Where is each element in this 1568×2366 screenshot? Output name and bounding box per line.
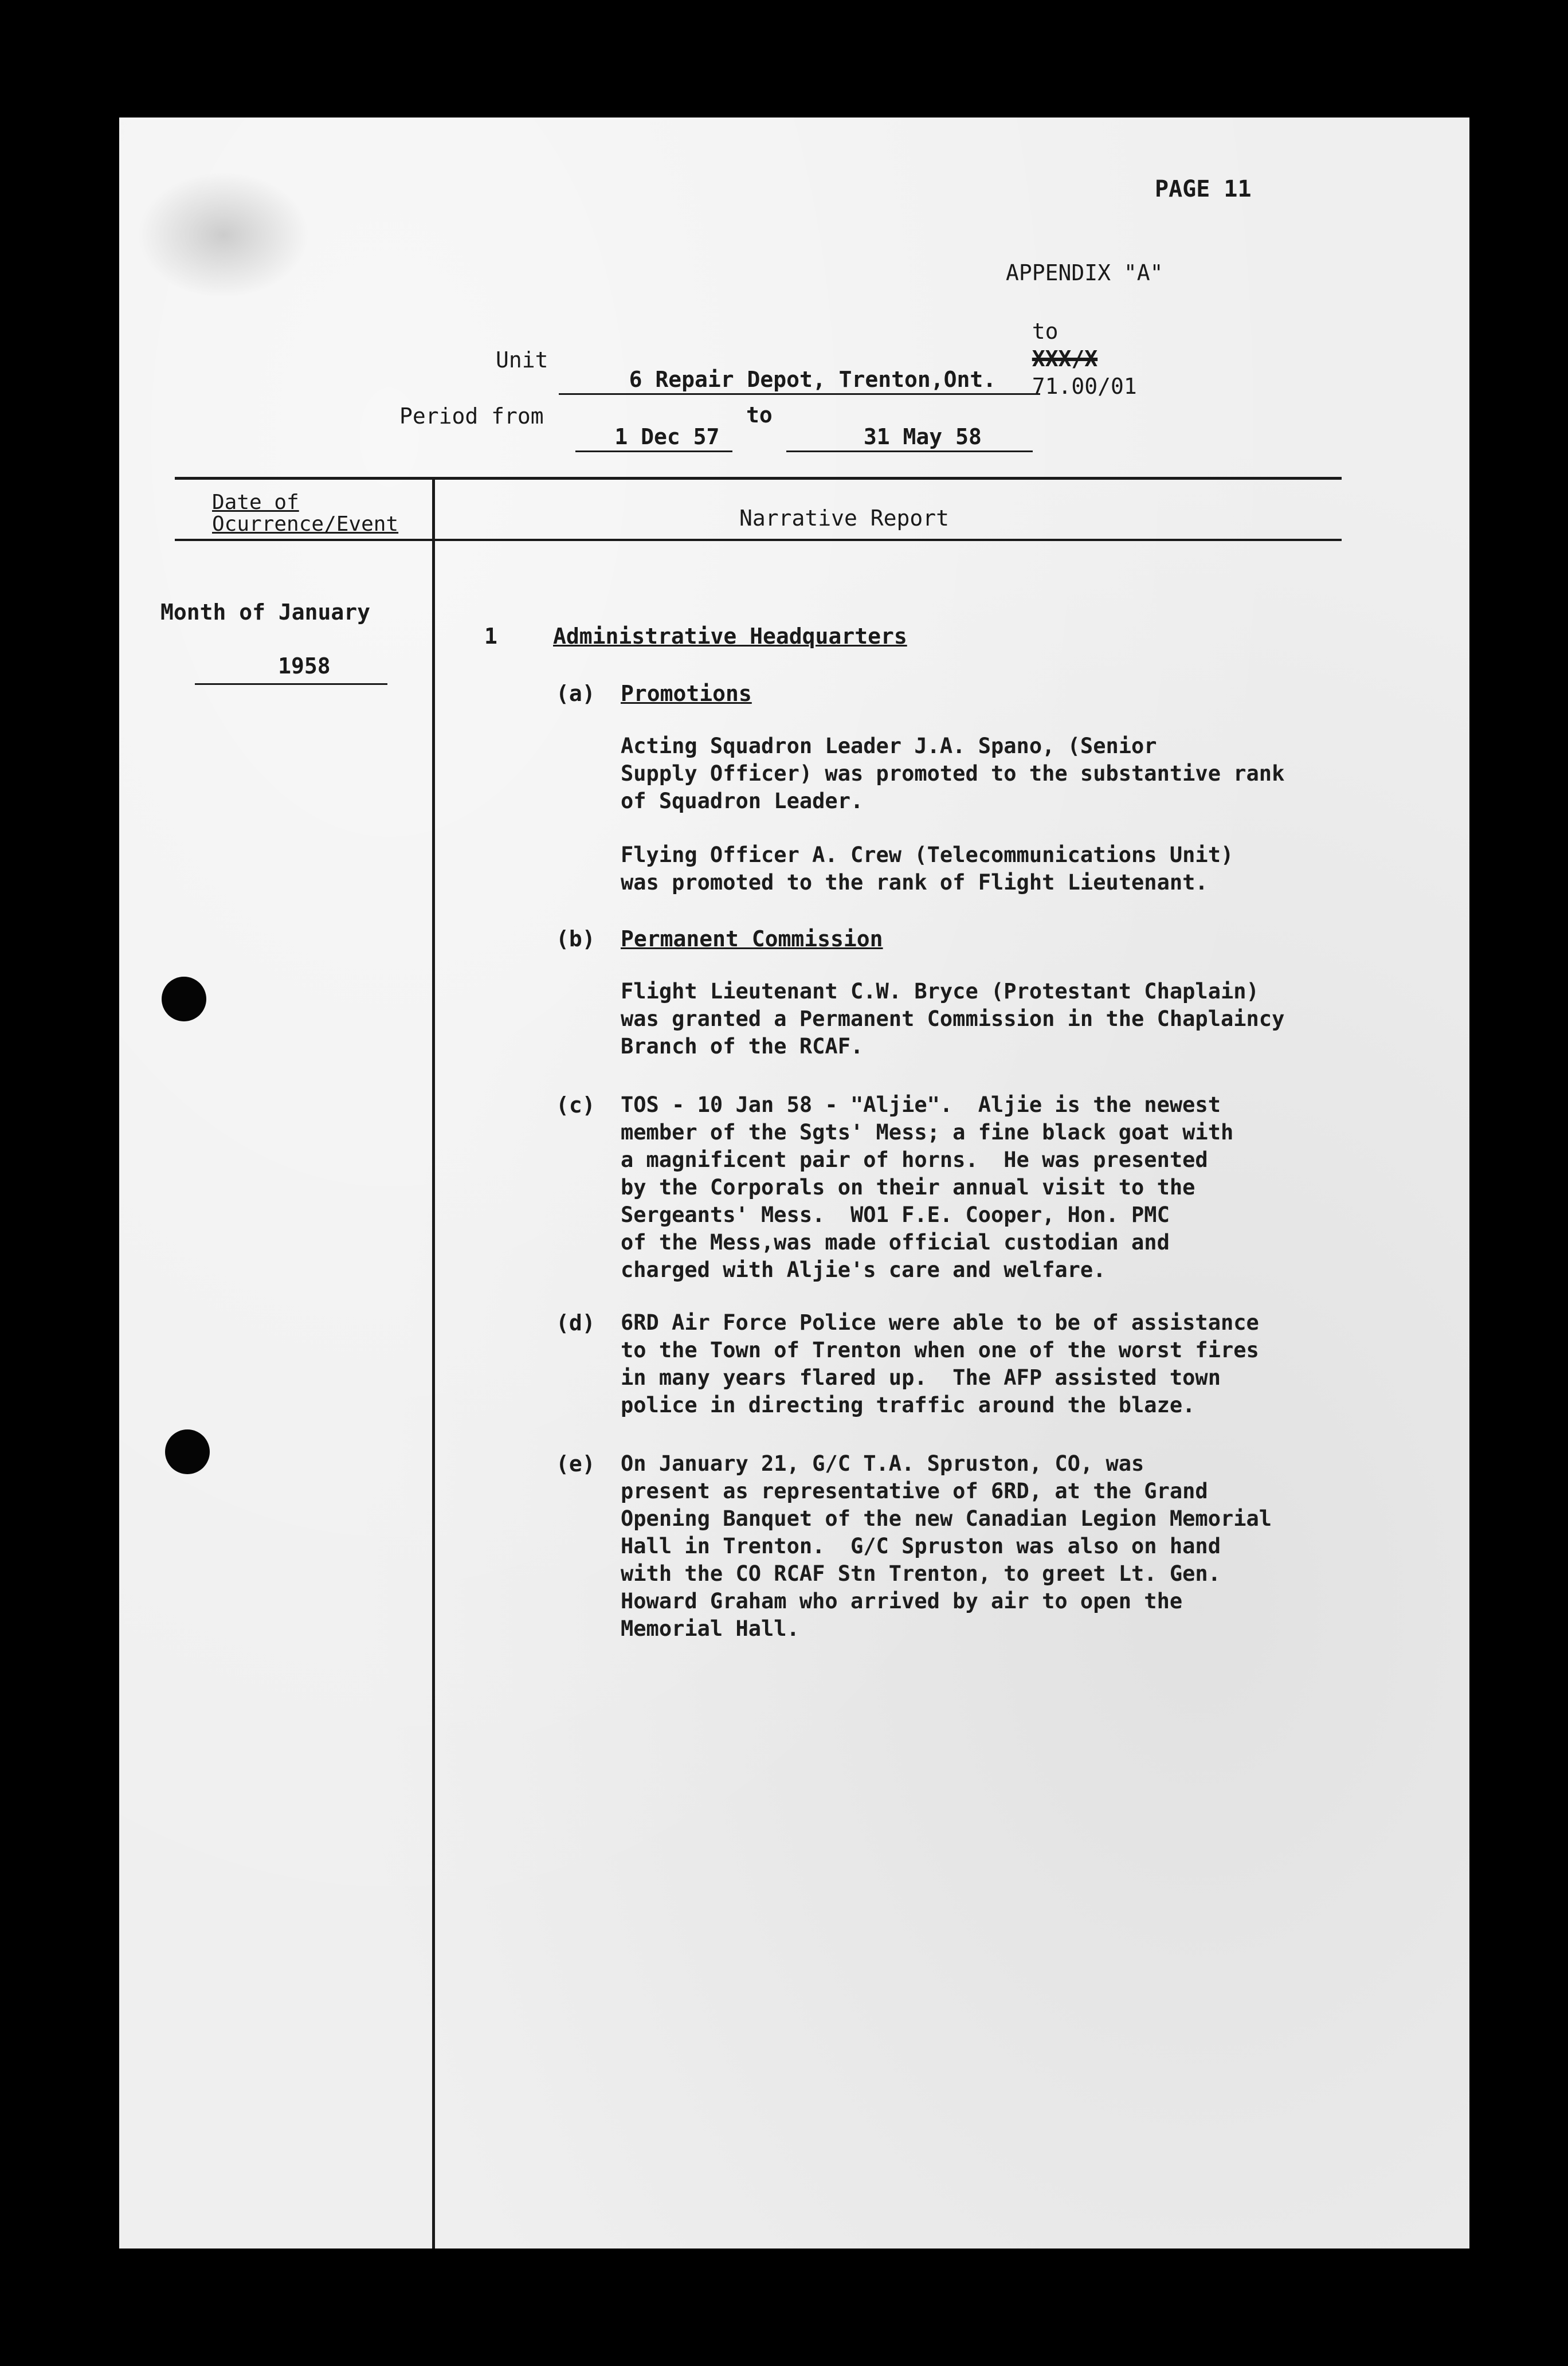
appendix-to-label: to — [1032, 319, 1059, 344]
item-a-paragraph-1: Acting Squadron Leader J.A. Spano, (Senior Supply Officer) was promoted to the substantive rank of Squadron Leader. — [621, 734, 1285, 813]
punch-hole-bottom — [165, 1429, 210, 1474]
section-title: Administrative Headquarters — [553, 624, 907, 649]
item-e-letter: (e) — [556, 1451, 595, 1476]
unit-label: Unit — [496, 347, 548, 373]
corner-tear-mark — [138, 172, 309, 298]
date-entry-year — [195, 625, 387, 685]
appendix-number: 71.00/01 — [1032, 374, 1137, 399]
unit-value-text: 6 Repair Depot, Trenton,Ont. — [629, 367, 997, 392]
date-column-header: Date of Ocurrence/Event — [212, 491, 399, 536]
item-b-paragraph-1: Flight Lieutenant C.W. Bryce (Protestant Chaplain) was granted a Permanent Commission in the Chaplaincy Branch of the RCAF. — [621, 979, 1285, 1059]
item-a-heading: Promotions — [621, 681, 752, 706]
item-c-letter: (c) — [556, 1092, 595, 1118]
item-d-text: 6RD Air Force Police were able to be of assistance to the Town of Trenton when one of the worst fires in many years flared up. The AFP assisted town police in directing traffic around the blaze. — [621, 1310, 1259, 1417]
period-from-value — [575, 395, 732, 452]
period-to-label: to — [746, 402, 773, 428]
item-a-paragraph-2: Flying Officer A. Crew (Telecommunications Unit) was promoted to the rank of Flight Lieutenant. — [621, 843, 1234, 895]
table-header-rule — [175, 539, 1342, 541]
appendix-struck-text: XXX/X — [1032, 346, 1098, 371]
table-top-rule — [175, 477, 1342, 480]
item-e-text: On January 21, G/C T.A. Spruston, CO, was present as representative of 6RD, at the Grand Opening Banquet of the new Canadian Legion Memorial Hall in Trenton. G/C Spruston was also on hand with the CO RCAF Stn Trenton, to greet Lt. Gen. Howard Graham who arrived by air to open the Memorial Hall. — [621, 1451, 1272, 1641]
item-a-letter: (a) — [556, 681, 595, 706]
column-divider — [432, 479, 435, 2249]
narrative-column-header: Narrative Report — [739, 506, 950, 531]
appendix-label: APPENDIX "A" — [1006, 260, 1163, 285]
punch-hole-top — [162, 977, 206, 1021]
section-number: 1 — [484, 624, 497, 649]
unit-value — [559, 338, 1040, 395]
item-b-heading: Permanent Commission — [621, 926, 883, 951]
period-to-text: 31 May 58 — [863, 424, 982, 449]
period-from-text: 1 Dec 57 — [614, 424, 720, 449]
period-label: Period from — [399, 404, 544, 429]
period-to-value — [786, 395, 1033, 452]
date-entry-month: Month of January — [160, 600, 371, 625]
page-number: PAGE 11 — [1155, 176, 1252, 202]
item-d-letter: (d) — [556, 1310, 595, 1335]
date-entry-year-text: 1958 — [278, 653, 331, 679]
item-b-letter: (b) — [556, 926, 595, 951]
item-c-text: TOS - 10 Jan 58 - "Aljie". Aljie is the newest member of the Sgts' Mess; a fine black goat with a magnificent pair of horns. He was presented by the Corporals on their annual visit to the Sergeants' Mess. WO1 F.E. Cooper, Hon. PMC of the Mess,was made official custodian and charged with Aljie's care and welfare. — [621, 1092, 1234, 1282]
